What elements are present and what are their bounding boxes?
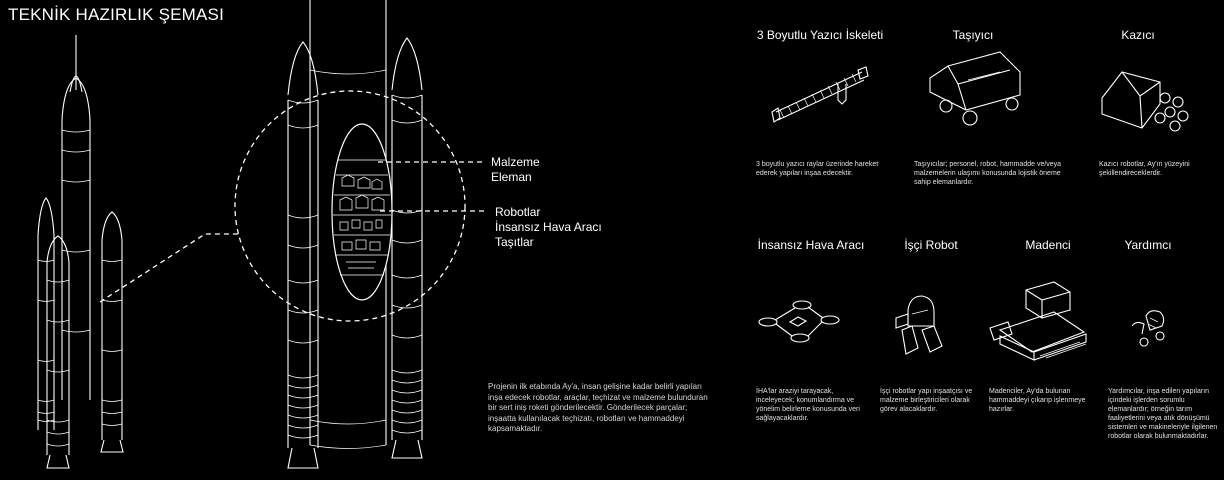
- item-title-excavator: Kazıcı: [1121, 28, 1155, 42]
- drone-icon: [759, 301, 839, 342]
- callout-line: İnsansız Hava Aracı: [495, 220, 602, 234]
- intro-paragraph: Projenin ilk etabında Ay'a, insan gelişine kadar belirli yapıları inşa edecek robotlar, araçlar, teçhizat ve malzeme bulunduran bir sert iniş roketi gönderilecektir. Gönderilecek parçalar; inşaatta kullanılacak teçhizatı, robotları ve hammaddeyi kapsamaktadır.: [488, 382, 708, 433]
- item-title-carrier: Taşıyıcı: [952, 28, 994, 42]
- callout-line: Taşıtlar: [495, 235, 534, 249]
- item-desc-3d-printer: 3 boyutlu yazıcı raylar üzerinde hareket ederek yapıları inşaa edecektir.: [756, 161, 879, 177]
- item-desc-carrier: Taşıyıcılar; personel, robot, hammadde ve/veya malzemelerin ulaşımı konusunda lojistik öneme sahip elemanlardır.: [914, 161, 1062, 186]
- item-desc-worker-robot: İşçi robotlar yapı inşaatçısı ve malzeme birleştiricileri olarak görev alacaklardır.: [880, 388, 973, 413]
- carrier-vehicle-icon: [930, 52, 1020, 125]
- item-title-helper: Yardımcı: [1124, 238, 1172, 252]
- item-title-3d-printer: 3 Boyutlu Yazıcı İskeleti: [756, 28, 884, 42]
- miner-robot-icon: [990, 282, 1086, 360]
- item-desc-drone: İHA'lar araziyi tarayacak, inceleyecek; konumlandırma ve yönelim belirleme konusunda veri sağlayacaklardır.: [756, 388, 860, 422]
- item-desc-miner: Madenciler, Ay'da bulunan hammaddeyi çıkarıp işlenmeye hazırlar.: [989, 388, 1086, 413]
- item-desc-excavator: Kazıcı robotlar, Ay'ın yüzeyini şekillendireceklerdir.: [1099, 161, 1190, 177]
- callout-line: Eleman: [491, 170, 532, 184]
- helper-robot-icon: [1132, 311, 1164, 346]
- callout-materials: [491, 155, 540, 185]
- item-title-worker-robot: İşçi Robot: [904, 238, 958, 252]
- item-title-miner: Madenci: [1025, 238, 1071, 252]
- excavator-icon: [1102, 72, 1188, 131]
- 3d-printer-frame-icon: [772, 67, 868, 122]
- item-title-drone: İnsansız Hava Aracı: [757, 238, 865, 252]
- large-rocket-icon: [288, 0, 422, 468]
- callout-robots: [495, 205, 602, 250]
- worker-robot-icon: [896, 296, 942, 354]
- page-title: TEKNİK HAZIRLIK ŞEMASI: [8, 5, 225, 24]
- callout-line: Malzeme: [491, 155, 540, 169]
- small-rocket-icon: [38, 35, 123, 468]
- item-desc-helper: Yardımcılar, inşa edilen yapıların içindeki işlerden sorumlu elemanlardır; örneğin tarım faaliyetlerini veya atık dönüşümü sistemleri ve makineleriyle ilgilenen robotlar olarak bulunmaktadırlar.: [1108, 388, 1218, 440]
- callout-line: Robotlar: [495, 205, 541, 219]
